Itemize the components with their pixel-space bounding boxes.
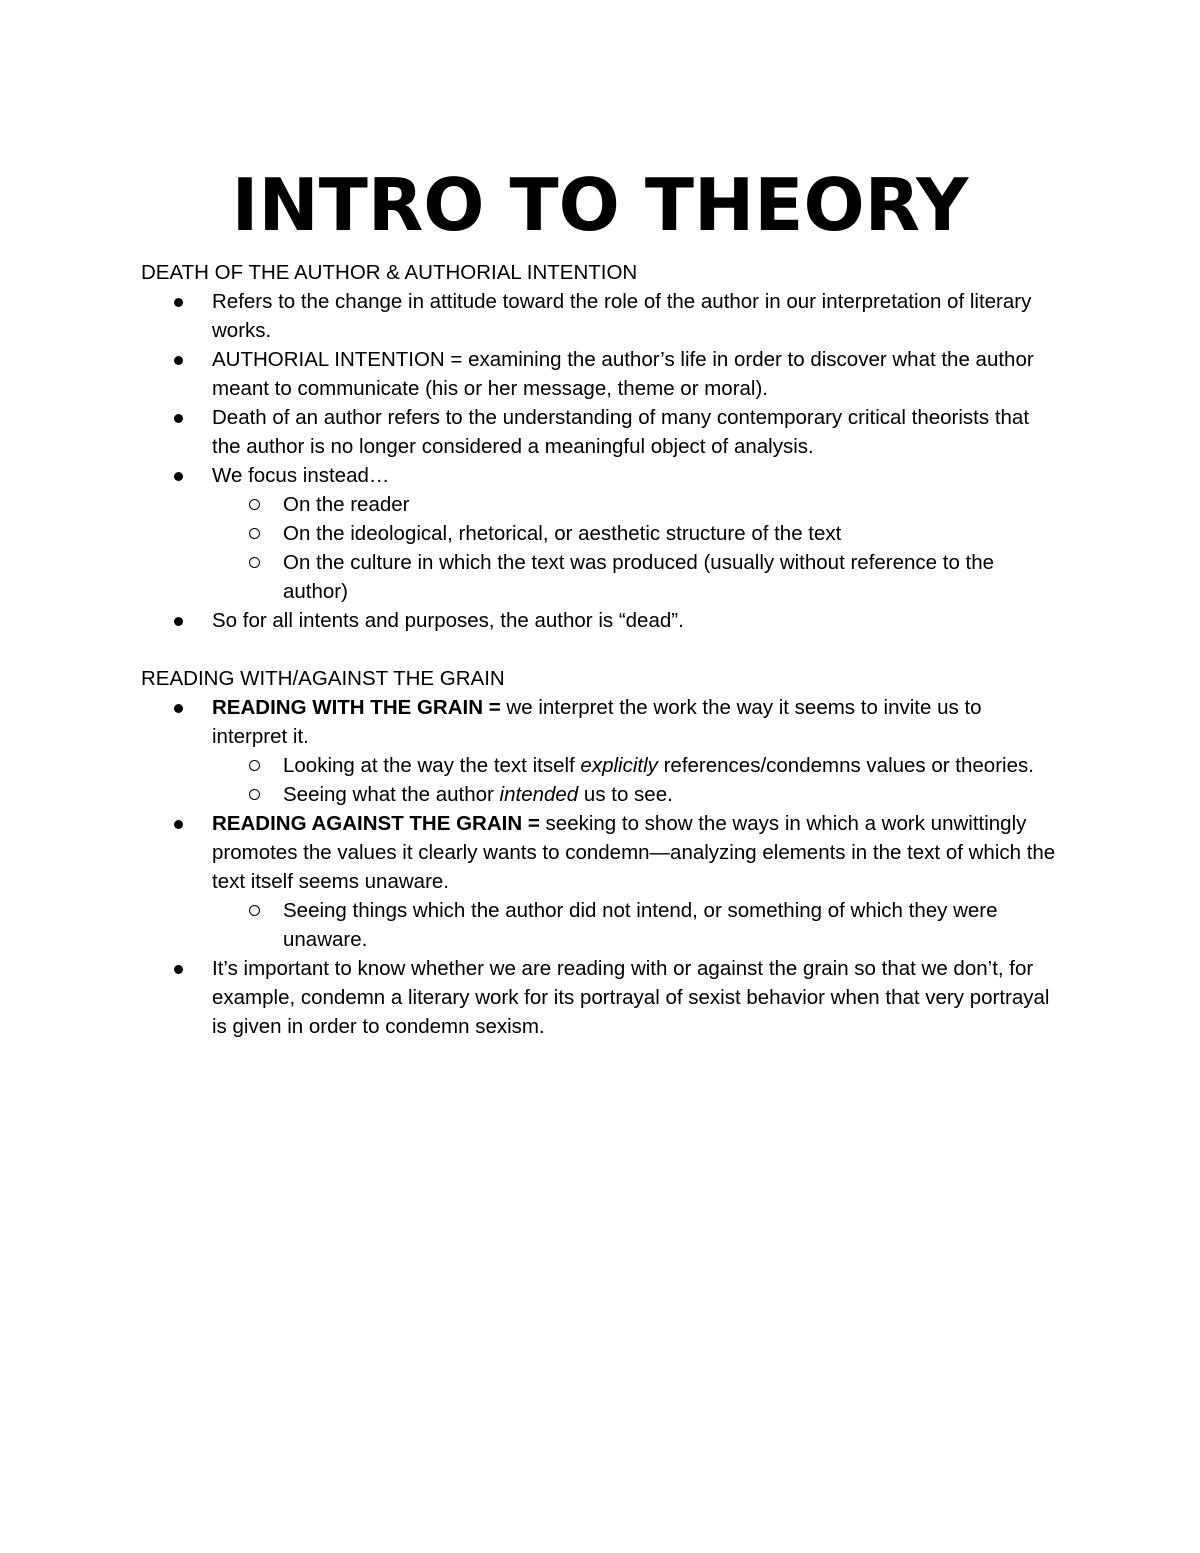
sub-list-item [212,548,1061,606]
list-item [141,809,1061,954]
hollow-bullet-icon [249,789,260,800]
sub-list-item [212,896,1061,954]
list-item [141,287,1061,345]
sub-bullet-text: us to see. [578,783,673,806]
document-body [141,258,1061,1041]
hollow-bullet-icon [249,528,260,539]
bullet-icon [174,298,183,307]
list-item [141,693,1061,809]
sub-list-item [212,780,1061,809]
sub-list-item [212,490,1061,519]
bullet-icon [174,820,183,829]
term-label: READING WITH THE GRAIN = [212,696,501,719]
hollow-bullet-icon [249,557,260,568]
sub-list [212,896,1061,954]
bullet-icon [174,472,183,481]
sub-bullet-text: On the reader [283,493,410,516]
bullet-text: Death of an author refers to the understanding of many contemporary critical theorists that the author is no longer considered a meaningful object of analysis. [212,406,1030,458]
sub-list-item [212,519,1061,548]
bullet-text: AUTHORIAL INTENTION = examining the author’s life in order to discover what the author meant to communicate (his or her message, theme or moral). [212,348,1034,400]
bullet-text: we interpret the work the way it seems to invite us to interpret it. [212,696,982,748]
list-item [141,954,1061,1041]
section-heading: DEATH OF THE AUTHOR & AUTHORIAL INTENTION [141,261,638,284]
sub-bullet-text: Seeing what the author [283,783,500,806]
bullet-text: It’s important to know whether we are reading with or against the grain so that we don’t, for example, condemn a literary work for its portrayal of sexist behavior when that very portrayal is given in order to condemn sexism. [212,957,1050,1038]
sub-list-item [212,751,1061,780]
bullet-icon [174,356,183,365]
sub-bullet-text: On the culture in which the text was produced (usually without reference to the author) [283,551,995,603]
bullet-text: We focus instead… [212,464,390,487]
sub-bullet-text: On the ideological, rhetorical, or aesthetic structure of the text [283,522,842,545]
section-reading-with-against-the-grain [141,664,1061,1041]
sub-bullet-text: Seeing things which the author did not intend, or something of which they were unaware. [283,899,998,951]
list-item [141,461,1061,606]
bullet-text: seeking to show the ways in which a work unwittingly promotes the values it clearly wants to condemn—analyzing elements in the text of which the text itself seems unaware. [212,812,1056,893]
emphasis-text: intended [499,783,579,806]
bullet-text: Refers to the change in attitude toward the role of the author in our interpretation of literary works. [212,290,1032,342]
section-heading: READING WITH/AGAINST THE GRAIN [141,667,505,690]
bullet-icon [174,617,183,626]
sub-bullet-text: references/condemns values or theories. [657,754,1034,777]
page-title: INTRO TO THEORY [231,163,969,247]
sub-list [212,751,1061,809]
bullet-list [141,693,1061,1041]
bullet-text: So for all intents and purposes, the author is “dead”. [212,609,684,632]
emphasis-text: explicitly [580,754,658,777]
bullet-icon [174,704,183,713]
section-death-of-the-author [141,258,1061,635]
list-item [141,403,1061,461]
sub-list [212,490,1061,606]
bullet-icon [174,965,183,974]
hollow-bullet-icon [249,499,260,510]
bullet-icon [174,414,183,423]
sub-bullet-text: Looking at the way the text itself [283,754,581,777]
hollow-bullet-icon [249,760,260,771]
list-item [141,345,1061,403]
list-item [141,606,1061,635]
bullet-list [141,287,1061,635]
term-label: READING AGAINST THE GRAIN = [212,812,540,835]
hollow-bullet-icon [249,905,260,916]
